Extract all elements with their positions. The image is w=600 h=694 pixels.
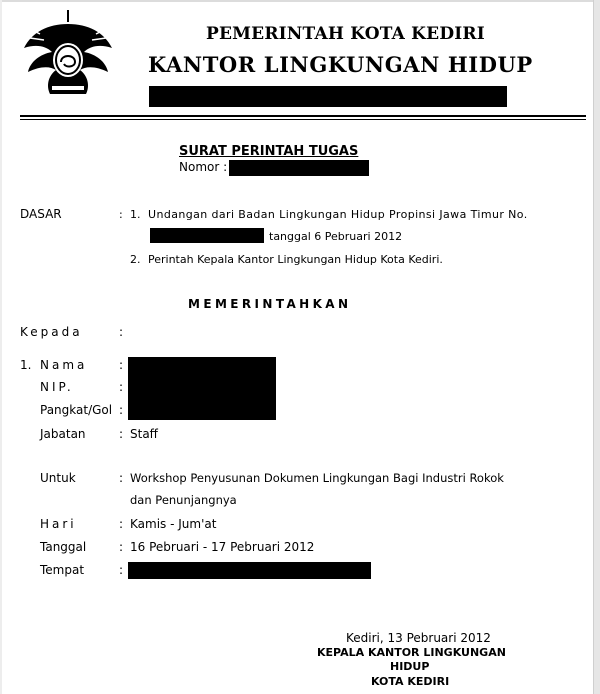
nama-label: Nama [40,358,88,372]
scrollbar-track[interactable] [593,0,600,694]
dasar-item-2-text: Perintah Kepala Kantor Lingkungan Hidup Kota Kediri. [148,253,443,266]
redacted-address [149,86,507,107]
dasar-colon: : [119,208,123,221]
redacted-location [128,562,371,579]
hari-label: Hari [40,517,77,531]
jabatan-colon: : [119,427,124,441]
header-rule-thick [20,115,586,117]
dasar-item-1-date: tanggal 6 Pebruari 2012 [269,230,403,243]
nama-colon: : [119,358,124,372]
untuk-value-line-1: Workshop Penyusunan Dokumen Lingkungan Bagi Industri Rokok [130,471,504,485]
signature-title-line-2: HIDUP [390,660,430,673]
dasar-item-1-text: Undangan dari Badan Lingkungan Hidup Propinsi Jawa Timur No. [148,208,528,221]
nomor-label: Nomor : [179,160,228,174]
jabatan-value: Staff [130,427,158,441]
window-left-edge [0,0,2,694]
redacted-reference-number [150,228,264,243]
redacted-nomor [229,160,369,176]
tanggal-label: Tanggal [40,540,87,554]
tanggal-value: 16 Pebruari - 17 Pebruari 2012 [130,540,315,554]
dasar-item-2-number: 2. [130,253,141,266]
document-title: SURAT PERINTAH TUGAS [179,144,359,159]
header-government-name: PEMERINTAH KOTA KEDIRI [206,24,485,44]
memerintahkan-heading: MEMERINTAHKAN [188,297,352,311]
pangkat-label: Pangkat/Gol [40,403,113,417]
window-top-edge [0,0,600,2]
nip-label: NIP. [40,380,74,394]
tanggal-colon: : [119,540,124,554]
dasar-label: DASAR [20,207,62,221]
jabatan-label: Jabatan [40,427,86,441]
pangkat-colon: : [119,403,124,417]
tempat-colon: : [119,563,124,577]
assignee-number: 1. [20,358,32,372]
untuk-value-line-2: dan Penunjangnya [130,493,237,507]
tempat-label: Tempat [40,563,85,577]
untuk-label: Untuk [40,471,76,485]
hari-value: Kamis - Jum'at [130,517,217,531]
kepada-label: Kepada [20,325,83,339]
hari-colon: : [119,517,124,531]
signature-title-line-3: KOTA KEDIRI [371,675,450,688]
header-rule-thin [20,119,586,120]
nip-colon: : [119,380,124,394]
untuk-colon: : [119,471,124,485]
signature-place-date: Kediri, 13 Pebruari 2012 [346,631,491,645]
header-office-name: KANTOR LINGKUNGAN HIDUP [148,52,533,77]
redacted-identity-block [128,357,276,420]
kepada-colon: : [119,325,124,339]
signature-title-line-1: KEPALA KANTOR LINGKUNGAN [317,646,506,659]
garuda-emblem-icon [18,10,118,96]
dasar-item-1-number: 1. [130,208,141,221]
